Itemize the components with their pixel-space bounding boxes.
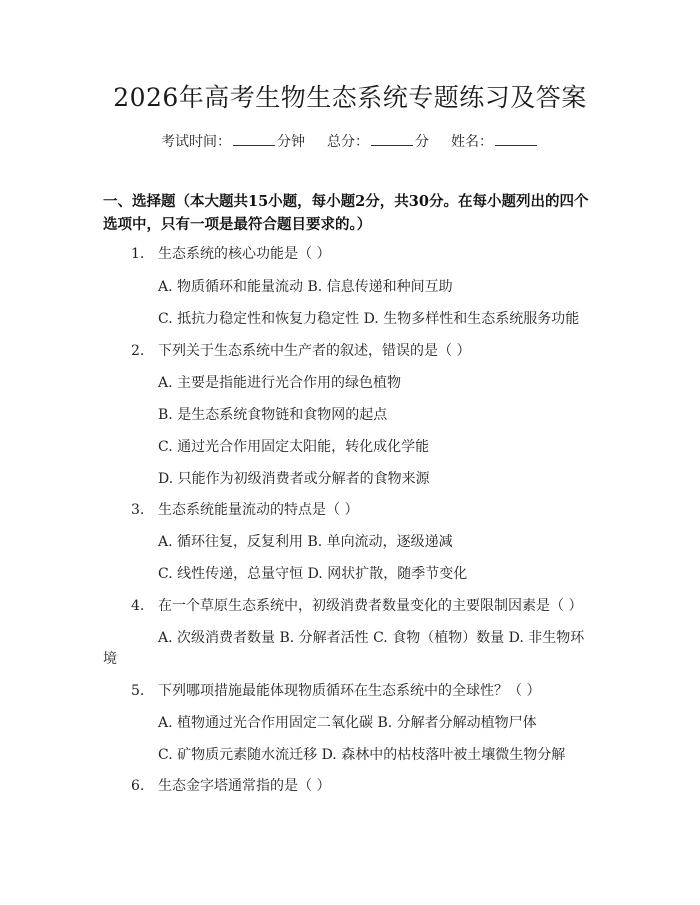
exam-info-row bbox=[0, 131, 700, 151]
question-number: 3. bbox=[131, 502, 145, 518]
exam-time-field bbox=[161, 131, 305, 151]
question-2-option-line: C. 通过光合作用固定太阳能，转化成化学能 bbox=[158, 439, 430, 455]
exam-time-blank bbox=[233, 132, 275, 146]
question-2-option-line: A. 主要是指能进行光合作用的绿色植物 bbox=[158, 375, 402, 391]
student-name-field bbox=[451, 131, 539, 151]
question-2 bbox=[131, 340, 470, 360]
total-score-unit: 分 bbox=[415, 134, 429, 150]
question-stem: 下列关于生态系统中生产者的叙述，错误的是（ ） bbox=[158, 343, 471, 359]
question-4 bbox=[131, 595, 582, 615]
question-5-option-line: A. 植物通过光合作用固定二氧化碳 B. 分解者分解动植物尸体 bbox=[158, 715, 537, 731]
student-name-blank bbox=[495, 132, 537, 146]
page-title: 2026年高考生物生态系统专题练习及答案 bbox=[113, 83, 587, 112]
exam-time-unit: 分钟 bbox=[277, 134, 305, 150]
question-stem: 生态系统的核心功能是（ ） bbox=[158, 246, 331, 262]
question-5 bbox=[131, 680, 540, 700]
student-name-label: 姓名： bbox=[451, 134, 493, 150]
question-1-option-line: A. 物质循环和能量流动 B. 信息传递和种间互助 bbox=[158, 279, 453, 295]
question-2-option-line: B. 是生态系统食物链和食物网的起点 bbox=[158, 407, 388, 423]
question-stem: 在一个草原生态系统中，初级消费者数量变化的主要限制因素是（ ） bbox=[158, 598, 583, 614]
question-number: 2. bbox=[131, 343, 145, 359]
question-4-option-wrap: 境 bbox=[103, 651, 117, 667]
question-stem: 生态系统能量流动的特点是（ ） bbox=[158, 502, 359, 518]
question-number: 6. bbox=[131, 778, 145, 794]
question-3-option-line: C. 线性传递，总量守恒 D. 网状扩散，随季节变化 bbox=[158, 566, 468, 582]
total-score-blank bbox=[371, 132, 413, 146]
question-1-option-line: C. 抵抗力稳定性和恢复力稳定性 D. 生物多样性和生态系统服务功能 bbox=[158, 311, 580, 327]
question-3 bbox=[131, 499, 358, 519]
question-stem: 下列哪项措施最能体现物质循环在生态系统中的全球性？（ ） bbox=[158, 683, 541, 699]
total-score-label: 总分： bbox=[327, 134, 369, 150]
question-number: 5. bbox=[131, 683, 145, 699]
question-2-option-line: D. 只能作为初级消费者或分解者的食物来源 bbox=[158, 471, 430, 487]
question-3-option-line: A. 循环往复，反复利用 B. 单向流动，逐级递减 bbox=[158, 534, 453, 550]
exam-time-label: 考试时间： bbox=[161, 134, 231, 150]
question-4-option-line: A. 次级消费者数量 B. 分解者活性 C. 食物（植物）数量 D. 非生物环 bbox=[158, 630, 585, 646]
section-heading: 一、选择题（本大题共15小题，每小题2分，共30分。在每小题列出的四个选项中，只有一项是最符合题目要求的。） bbox=[103, 193, 589, 233]
question-number: 1. bbox=[131, 246, 145, 262]
question-number: 4. bbox=[131, 598, 145, 614]
question-stem: 生态金字塔通常指的是（ ） bbox=[158, 778, 331, 794]
question-5-option-line: C. 矿物质元素随水流迁移 D. 森林中的枯枝落叶被土壤微生物分解 bbox=[158, 747, 566, 763]
question-6 bbox=[131, 775, 330, 795]
question-1 bbox=[131, 243, 330, 263]
total-score-field bbox=[327, 131, 429, 151]
